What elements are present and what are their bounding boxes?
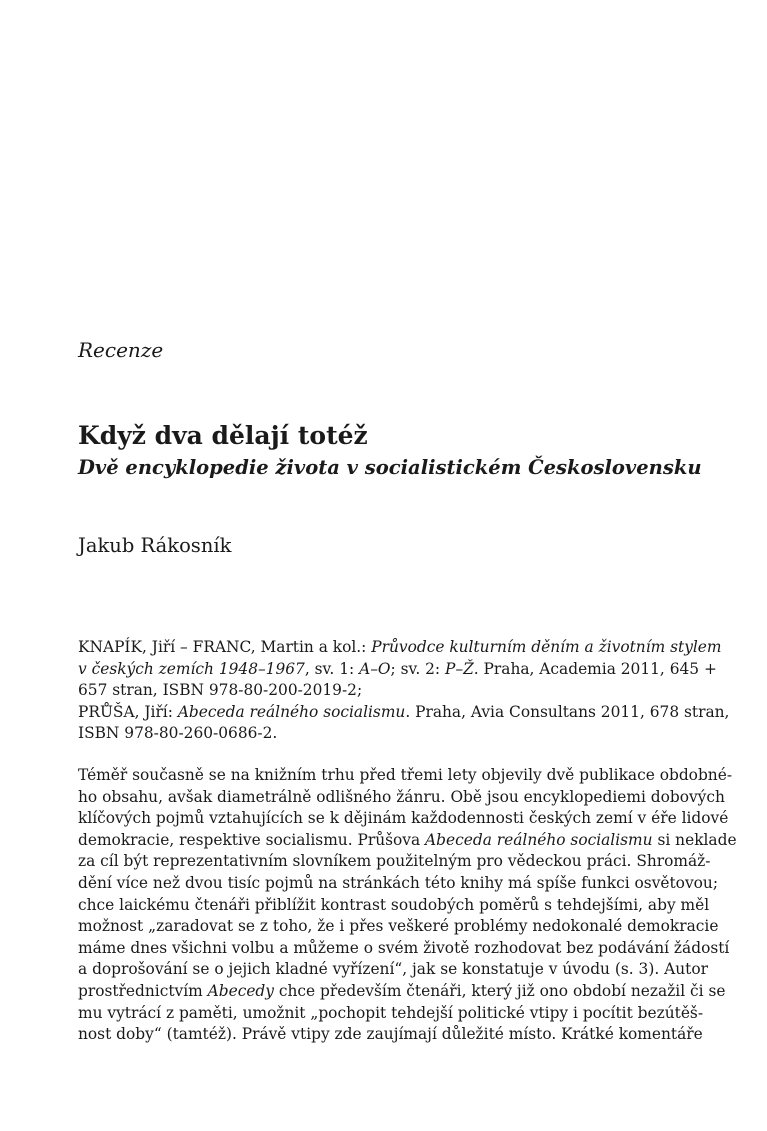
biblio-book-title-1: Průvodce kulturním děním a životním stylem xyxy=(371,638,722,656)
biblio-publisher-2: . Praha, Avia Consultans 2011, 678 stran, xyxy=(405,702,730,721)
article-subtitle: Dvě encyklopedie života v socialistickém Československu xyxy=(78,456,702,479)
biblio-book-title-1-cont: v českých zemích 1948–1967 xyxy=(78,659,305,678)
body-line: ho obsahu, avšak diametrálně odlišného žánru. Obě jsou encyklopediemi dobových xyxy=(78,787,725,806)
body-line: za cíl být reprezentativním slovníkem použitelným pro vědeckou práci. Shromáž- xyxy=(78,852,711,871)
section-label: Recenze xyxy=(78,338,164,362)
body-text: prostřednictvím xyxy=(78,981,208,1000)
body-line: možnost „zaradovat se z toho, že i přes veškeré problémy nedokonalé demokracie xyxy=(78,917,719,936)
biblio-vol-2-label: ; sv. 2: xyxy=(390,659,446,678)
bibliography-entry-1-line-1 xyxy=(78,637,722,659)
body-text: chce především čtenáři, který již ono období nezažil či se xyxy=(273,981,726,1000)
body-italic-title: Abecedy xyxy=(207,981,274,1000)
body-line: máme dnes všichni volbu a můžeme o svém životě rozhodovat bez podávání žádostí xyxy=(78,938,730,957)
body-italic-title: Abeceda reálného socialismu xyxy=(425,830,653,849)
biblio-publisher-1: . Praha, Academia 2011, 645 + xyxy=(473,659,717,678)
body-line: mu vytrácí z paměti, umožnit „pochopit tehdejší politické vtipy i pocítit bezútěš- xyxy=(78,1003,704,1022)
article-title: Když dva dělají totéž xyxy=(78,421,368,450)
body-line xyxy=(78,830,737,852)
body-line: nost doby“ (tamtéž). Právě vtipy zde zaujímají důležité místo. Krátké komentáře xyxy=(78,1025,703,1044)
body-text: si neklade xyxy=(652,830,737,849)
bibliography-entry-1-line-2 xyxy=(78,659,717,681)
body-line: chce laickému čtenáři přiblížit kontrast soudobých poměrů s tehdejšími, aby měl xyxy=(78,895,710,914)
bibliography xyxy=(78,637,730,745)
biblio-authors-2: PRŮŠA, Jiří: xyxy=(78,702,178,721)
bibliography-entry-2-line-2: ISBN 978-80-260-0686-2. xyxy=(78,724,278,743)
article-author: Jakub Rákosník xyxy=(78,534,232,557)
body-line: klíčových pojmů vztahujících se k dějinám každodennosti českých zemí v éře lidové xyxy=(78,809,729,828)
body-line: Téměř současně se na knižním trhu před třemi lety objevily dvě publikace obdobné- xyxy=(78,766,733,784)
bibliography-entry-2-line-1 xyxy=(78,702,730,724)
biblio-vol-2-range: P–Ž xyxy=(445,659,474,678)
biblio-book-title-2: Abeceda reálného socialismu xyxy=(177,702,406,721)
biblio-vol-1-range: A–O xyxy=(359,659,391,678)
body-text: demokracie, respektive socialismu. Průšova xyxy=(78,830,426,849)
biblio-authors-1: KNAPÍK, Jiří – FRANC, Martin a kol.: xyxy=(78,638,372,656)
bibliography-entry-1-line-3: 657 stran, ISBN 978-80-200-2019-2; xyxy=(78,681,363,700)
body-line: a doprošování se o jejich kladné vyřízení“, jak se konstatuje v úvodu (s. 3). Autor xyxy=(78,960,708,979)
body-line: dění více než dvou tisíc pojmů na stránkách této knihy má spíše funkci osvětovou; xyxy=(78,873,719,892)
body-line xyxy=(78,981,726,1003)
biblio-vol-1-label: , sv. 1: xyxy=(304,659,360,678)
body-paragraph xyxy=(78,765,737,1046)
